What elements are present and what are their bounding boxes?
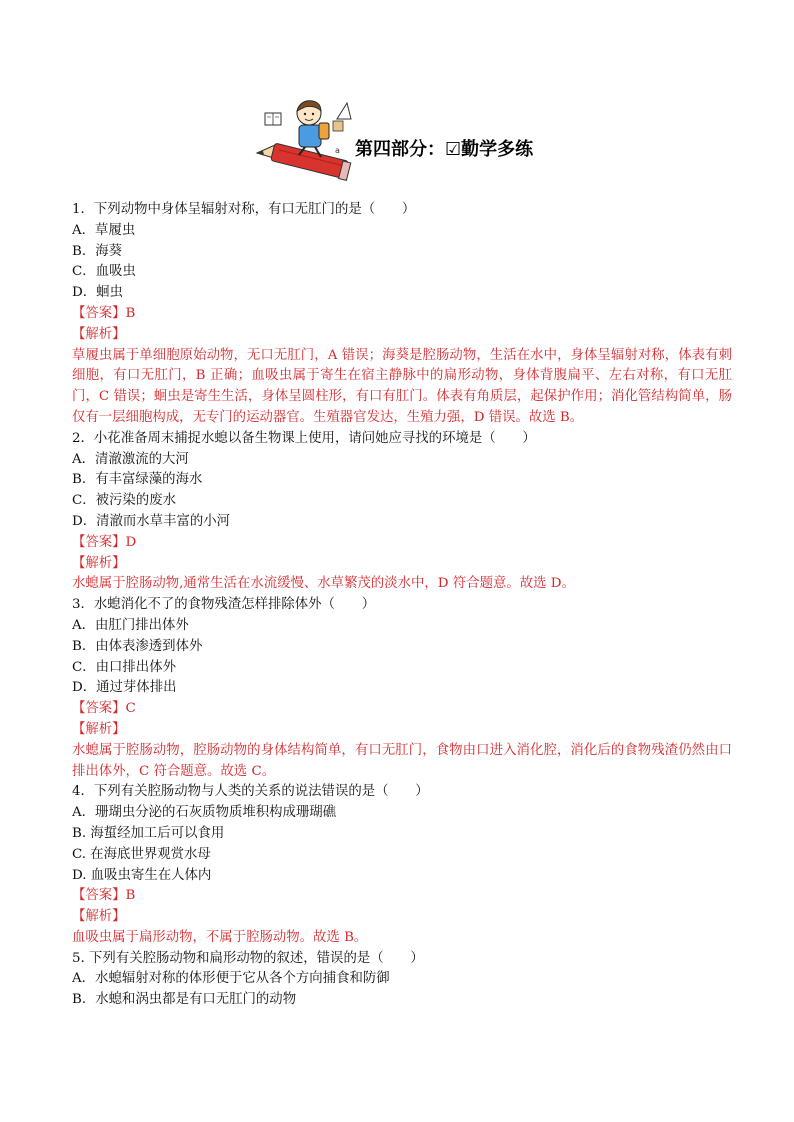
question-stem: 3．水螅消化不了的食物残渣怎样排除体外（ ） [72, 597, 376, 613]
option-b: B．水螅和涡虫都是有口无肛门的动物 [72, 992, 297, 1008]
question-stem: 2．小花准备周末捕捉水螅以备生物课上使用，请问她应寻找的环境是（ ） [72, 430, 536, 446]
question-4 [72, 782, 732, 948]
option-d: D. 血吸虫寄生在人体内 [72, 867, 212, 883]
question-5 [72, 949, 732, 1011]
question-stem: 1．下列动物中身体呈辐射对称，有口无肛门的是（ ） [72, 202, 416, 217]
option-d: D．通过芽体排出 [72, 680, 177, 696]
option-d: D．蛔虫 [72, 285, 123, 301]
answer-label: 【答案】D [72, 534, 137, 550]
option-a: A．清澈激流的大河 [72, 451, 189, 467]
analysis-text: 草履虫属于单细胞原始动物，无口无肛门，A 错误；海葵是腔肠动物，生活在水中，身体呈辐射对称，体表有刺细胞，有口无肛门，B 正确；血吸虫属于寄生在宿主静脉中的扁形动物，身体背腹扁平、左右对称，有口无肛门，C 错误；蛔虫是寄生生活，身体呈圆柱形，有口有肛门。体表有角质层，起保护作用；消化管结构简单，肠仅有一层细胞构成，无专门的运动器官。生殖器官发达，生殖力强，D 错误。故选 B。 [72, 347, 732, 425]
section-title: 第四部分：☑勤学多练 [355, 139, 534, 160]
question-3 [72, 595, 732, 782]
question-stem: 5. 下列有关腔肠动物和扁形动物的叙述，错误的是（ ） [72, 950, 424, 966]
analysis-label: 【解析】 [72, 555, 126, 571]
analysis-text: 血吸虫属于扁形动物，不属于腔肠动物。故选 B。 [72, 929, 368, 945]
option-a: A．珊瑚虫分泌的石灰质物质堆积构成珊瑚礁 [72, 805, 337, 821]
option-c: C．被污染的废水 [72, 493, 176, 509]
student-on-pencil-illustration [255, 95, 365, 195]
answer-label: 【答案】B [72, 305, 136, 321]
analysis-label: 【解析】 [72, 721, 126, 737]
section-header [255, 95, 585, 195]
answer-label: 【答案】C [72, 701, 136, 717]
option-b: B．有丰富绿藻的海水 [72, 472, 203, 488]
question-list [72, 200, 732, 1011]
option-a: A．由肛门排出体外 [72, 617, 189, 633]
answer-label: 【答案】B [72, 888, 136, 904]
question-2 [72, 429, 732, 595]
option-b: B．海葵 [72, 243, 123, 259]
option-a: A．水螅辐射对称的体形便于它从各个方向捕食和防御 [72, 971, 390, 987]
option-b: B. 海蜇经加工后可以食用 [72, 825, 225, 841]
option-a: A．草履虫 [72, 222, 136, 238]
option-d: D．清澈而水草丰富的小河 [72, 513, 231, 529]
analysis-text: 水螅属于腔肠动物,通常生活在水流缓慢、水草繁茂的淡水中，D 符合题意。故选 D。 [72, 576, 575, 592]
question-stem: 4．下列有关腔肠动物与人类的关系的说法错误的是（ ） [72, 784, 429, 800]
analysis-label: 【解析】 [72, 326, 126, 342]
option-c: C. 在海底世界观赏水母 [72, 846, 211, 862]
analysis-label: 【解析】 [72, 909, 126, 925]
question-1 [72, 200, 732, 429]
analysis-text: 水螅属于腔肠动物，腔肠动物的身体结构简单，有口无肛门，食物由口进入消化腔，消化后的食物残渣仍然由口排出体外，C 符合题意。故选 C。 [72, 742, 732, 779]
option-c: C．由口排出体外 [72, 659, 176, 675]
option-c: C．血吸虫 [72, 264, 136, 280]
svg-text:a: a [335, 146, 340, 155]
option-b: B．由体表渗透到体外 [72, 638, 203, 654]
